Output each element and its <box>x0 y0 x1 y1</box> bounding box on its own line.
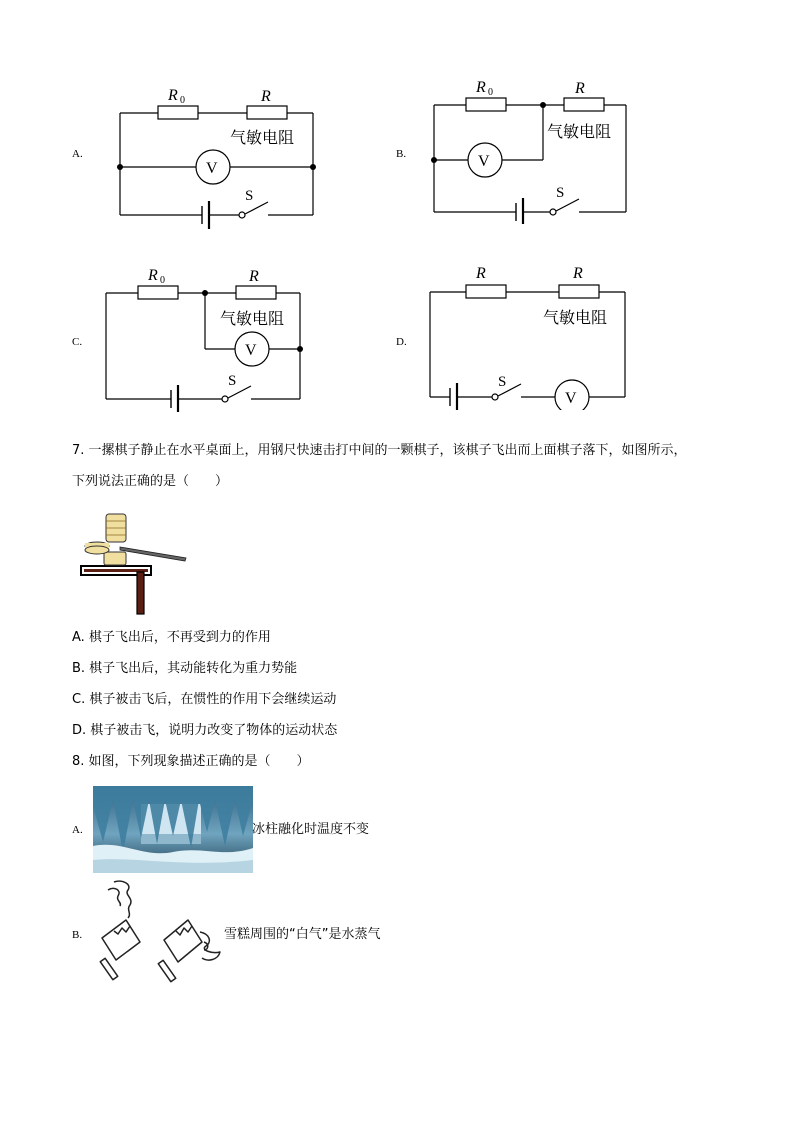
r-label: R <box>575 80 585 97</box>
r0-label: R <box>476 79 486 96</box>
q8-stem: 8. 如图，下列现象描述正确的是（ ） <box>72 754 310 769</box>
gas-sensor-label: 气敏电阻 <box>547 124 612 141</box>
q8-option-b-text[interactable]: 雪糕周围的“白气”是水蒸气 <box>224 927 381 942</box>
r0-label: R <box>168 87 178 104</box>
r-label: R <box>261 88 271 105</box>
r0-subscript: 0 <box>160 275 165 286</box>
circuit-diagram-d <box>420 260 635 410</box>
option-letter-d: D. <box>396 336 407 348</box>
circuit-diagram-a <box>110 80 325 230</box>
switch-label: S <box>556 185 565 201</box>
q8-option-letter-a: A. <box>72 824 83 836</box>
q8-option-letter-b: B. <box>72 929 83 941</box>
gas-sensor-label: 气敏电阻 <box>220 311 285 328</box>
q7-stem-line2: 下列说法正确的是（ ） <box>72 474 229 489</box>
ice-cream-figure <box>92 880 227 988</box>
voltmeter-label: V <box>565 390 577 407</box>
switch-label: S <box>245 188 254 204</box>
r-label: R <box>249 268 259 285</box>
option-letter-c: C. <box>72 336 83 348</box>
switch-label: S <box>498 374 507 390</box>
r0-subscript: 0 <box>180 95 185 106</box>
r0-subscript: 0 <box>488 87 493 98</box>
q7-choice-d[interactable]: D. 棋子被击飞，说明力改变了物体的运动状态 <box>72 723 338 738</box>
circuit-diagram-c <box>97 262 312 412</box>
voltmeter-label: V <box>245 342 257 359</box>
gas-sensor-label: 气敏电阻 <box>230 130 295 147</box>
r0-label: R <box>148 267 158 284</box>
r-left-label: R <box>476 265 486 282</box>
q8-option-a-text[interactable]: 冰柱融化时温度不变 <box>252 822 370 837</box>
option-letter-a: A. <box>72 148 83 160</box>
q7-choice-b[interactable]: B. 棋子飞出后，其动能转化为重力势能 <box>72 661 298 676</box>
voltmeter-label: V <box>206 160 218 177</box>
voltmeter-label: V <box>478 153 490 170</box>
gas-sensor-label: 气敏电阻 <box>543 310 608 327</box>
option-letter-b: B. <box>396 148 407 160</box>
circuit-diagram-b <box>425 74 640 224</box>
switch-label: S <box>228 373 237 389</box>
ice-cave-photo <box>93 786 253 873</box>
q7-choice-a[interactable]: A. 棋子飞出后，不再受到力的作用 <box>72 630 271 645</box>
chess-pieces-figure <box>80 510 190 615</box>
r-label: R <box>573 265 583 282</box>
q7-stem-line1: 7. 一摞棋子静止在水平桌面上，用钢尺快速击打中间的一颗棋子，该棋子飞出而上面棋子落下，如图所示， <box>72 443 687 458</box>
q7-choice-c[interactable]: C. 棋子被击飞后，在惯性的作用下会继续运动 <box>72 692 337 707</box>
